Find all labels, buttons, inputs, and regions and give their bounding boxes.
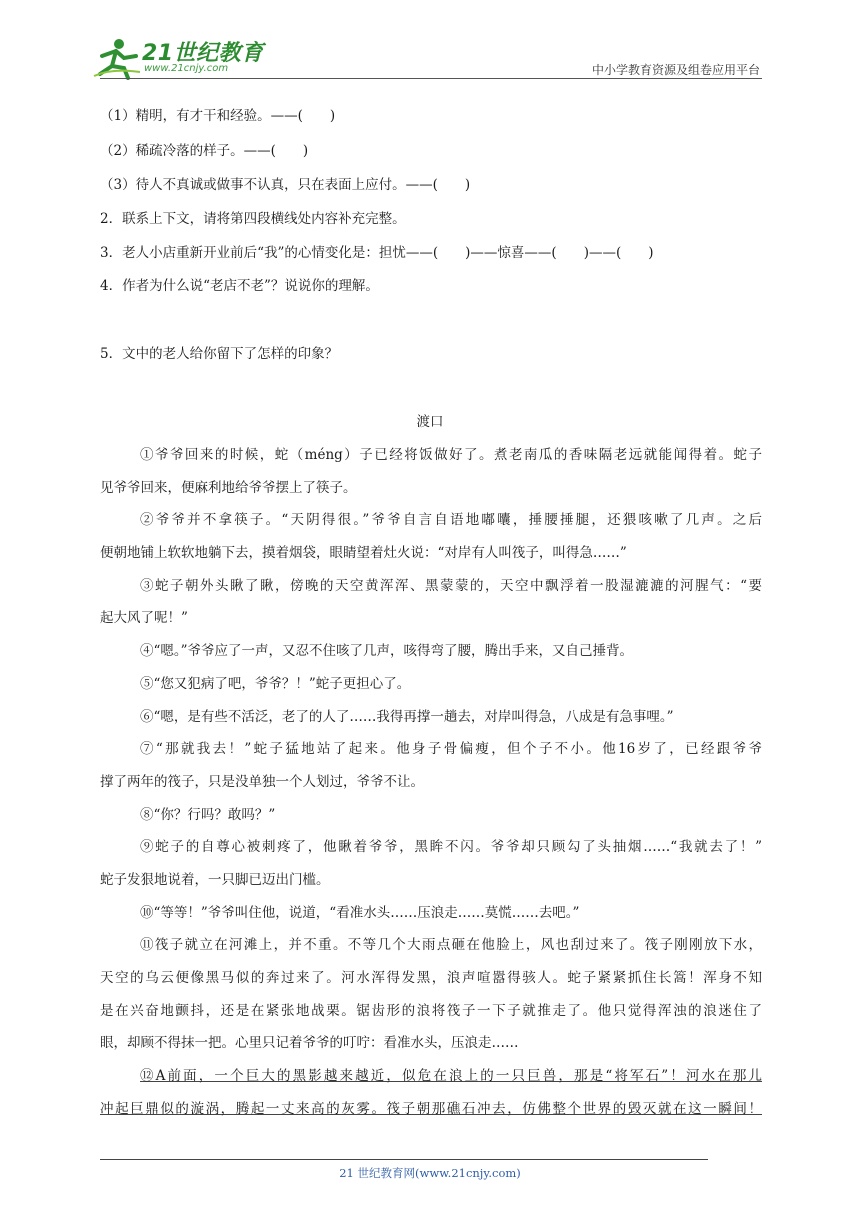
footer-divider [100,1159,708,1160]
text-line: ⑦“那就我去！”蛇子猛地站了起来。他身子骨偏瘦，但个子不小。他16岁了，已经跟爷爷 [140,741,762,758]
paragraph-10 [100,897,762,930]
footer-text: 21 世纪教育网(www.21cnjy.com) [339,1166,521,1180]
text-line: ⑤“您又犯病了吧，爷爷？！”蛇子更担心了。 [140,675,411,692]
platform-name: 中小学教育资源及组卷应用平台 [591,63,760,77]
text-line: 是在兴奋地颤抖，还是在紧张地战栗。锯齿形的浪将筏子一下子就推走了。他只觉得浑浊的浪迷住了 [100,1002,762,1019]
text-line: 撑了两年的筏子，只是没单独一个人划过，爷爷不让。 [100,773,424,790]
question-3: 3．老人小店重新开业前后“我”的心情变化是：担忧——( )——惊喜——( )——( ) [100,245,654,261]
article-body [100,439,762,1125]
text-line: 天空的乌云便像黑马似的奔过来了。河水浑得发黑，浪声喧嚣得骇人。蛇子紧紧抓住长篙！浑身不知 [100,970,762,986]
text-line: ⑥“嗯，是有些不活泛，老了的人了……我得再撑一趟去，对岸叫得急，八成是有急事哩。” [140,708,674,725]
paragraph-1 [100,439,762,504]
logo-text: 21世纪教育 [142,41,264,66]
paragraph-2 [100,504,762,569]
page-header [0,0,860,85]
text-line: ⑩“等等！”爷爷叫住他，说道，“看准水头……压浪走……莫慌……去吧。” [140,904,580,921]
header-divider [100,78,762,79]
underlined-text-line: 冲起巨鼎似的漩涡，腾起一丈来高的灰雾。筏子朝那礁石冲去，仿佛整个世界的毁灭就在这一瞬间！ [100,1100,762,1117]
text-line: ⑨蛇子的自尊心被刺疼了，他瞅着爷爷，黑眸不闪。爷爷却只顾勾了头抽烟……“我就去了！” [140,839,762,856]
text-line: 见爷爷回来，便麻利地给爷爷摆上了筷子。 [100,479,357,496]
paragraph-7 [100,733,762,798]
paragraph-4 [100,635,762,668]
question-4: 4．作者为什么说“老店不老”？说说你的理解。 [100,278,379,294]
runner-icon [92,36,144,80]
text-line: ①爷爷回来的时候，蛇（méng）子已经将饭做好了。煮老南瓜的香味隔老远就能闻得着。蛇子 [140,447,762,463]
text-line: 起大风了呢！” [100,610,188,627]
question-1-1: （1）精明，有才干和经验。——( ) [100,108,336,124]
question-1-3: （3）待人不真诚或做事不认真，只在表面上应付。——( ) [100,177,471,193]
underlined-text-line: ⑫A前面，一个巨大的黑影越来越近，似危在浪上的一只巨兽，那是“将军石”！河水在那儿 [140,1068,762,1085]
article-title: 渡口 [416,414,444,430]
paragraph-11 [100,929,762,1060]
logo-url: www.21cnjy.com [144,63,229,74]
brand-logo [92,36,267,80]
paragraph-5 [100,668,762,701]
paragraph-9 [100,831,762,896]
text-line: 蛇子发狠地说着，一只脚已迈出门槛。 [100,871,330,888]
text-line: ③蛇子朝外头瞅了瞅，傍晚的天空黄浑浑、黑蒙蒙的，天空中飘浮着一股湿漉漉的河腥气：“要 [140,577,762,594]
text-line: ⑪筏子就立在河滩上，并不重。不等几个大雨点砸在他脸上，风也刮过来了。筏子刚刚放下水， [140,937,762,954]
question-5: 5．文中的老人给你留下了怎样的印象？ [100,346,339,362]
paragraph-8 [100,799,762,832]
question-2: 2．联系上下文，请将第四段横线处内容补充完整。 [100,211,406,227]
text-line: 便朝地铺上软软地躺下去，摸着烟袋，眼睛望着灶火说：“对岸有人叫筏子，叫得急……” [100,545,627,562]
paragraph-3 [100,570,762,635]
text-line: ②爷爷并不拿筷子。“天阴得很。”爷爷自言自语地嘟囔，捶腰捶腿，还猥咳嗽了几声。之后 [140,512,762,529]
text-line: 眼，却顾不得抹一把。心里只记着爷爷的叮咛：看准水头，压浪走…… [100,1035,519,1052]
paragraph-6 [100,701,762,734]
text-line: ④“嗯。”爷爷应了一声，又忍不住咳了几声，咳得弯了腰，腾出手来，又自己捶背。 [140,643,634,660]
paragraph-12 [100,1060,762,1125]
question-1-2: （2）稀疏冷落的样子。——( ) [100,143,309,159]
text-line: ⑧“你？行吗？敢吗？” [140,806,276,823]
